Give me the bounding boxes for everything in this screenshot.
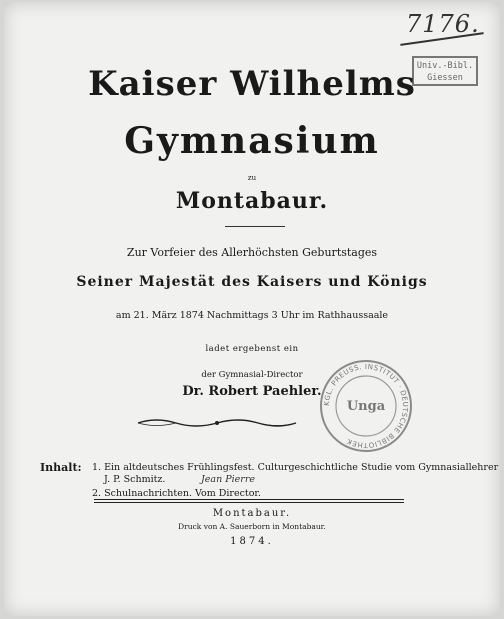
library-stamp-line1: Univ.-Bibl. bbox=[416, 61, 474, 71]
title-line-1: Kaiser Wilhelms bbox=[88, 64, 416, 104]
contents-item-2: 2. Schulnachrichten. Vom Director. bbox=[92, 488, 261, 499]
contents-label: Inhalt: bbox=[40, 461, 82, 474]
library-stamp-line2: Giessen bbox=[427, 73, 463, 83]
contents-item-1-author: J. P. Schmitz. bbox=[104, 474, 166, 485]
round-stamp-ring-text: KGL. PREUSS. INSTITUT · DEUTSCHE BIBLIOTHEK bbox=[322, 362, 410, 450]
majesty-line: Seiner Majestät des Kaisers und Königs bbox=[76, 274, 428, 290]
title-zu: zu bbox=[247, 174, 257, 182]
handwritten-annotation: Jean Pierre bbox=[201, 474, 255, 485]
document-page bbox=[4, 2, 500, 616]
invitation-line: ladet ergebenst ein bbox=[205, 344, 299, 354]
ornamental-divider bbox=[136, 416, 298, 430]
director-title-line: der Gymnasial-Director bbox=[201, 370, 303, 380]
colophon-printer: Druck von A. Sauerborn in Montabaur. bbox=[178, 522, 326, 531]
date-line: am 21. März 1874 Nachmittags 3 Uhr im Rathhaussaale bbox=[115, 310, 389, 321]
colophon-year: 1874. bbox=[230, 536, 274, 547]
institute-round-stamp bbox=[318, 358, 414, 454]
director-name-line: Dr. Robert Paehler. bbox=[182, 384, 322, 399]
handwritten-shelfmark: 7176. bbox=[406, 10, 480, 38]
colophon-place: Montabaur. bbox=[212, 508, 292, 519]
double-rule bbox=[94, 499, 404, 503]
occasion-line: Zur Vorfeier des Allerhöchsten Geburtstages bbox=[126, 246, 378, 259]
title-divider bbox=[225, 226, 285, 227]
title-line-3: Montabaur. bbox=[175, 188, 329, 214]
title-line-2: Gymnasium bbox=[124, 120, 380, 162]
contents-item-1: 1. Ein altdeutsches Frühlingsfest. Culturgeschichtliche Studie vom Gymnasiallehrer bbox=[92, 462, 499, 473]
round-stamp-center-text: Unga bbox=[346, 399, 386, 414]
